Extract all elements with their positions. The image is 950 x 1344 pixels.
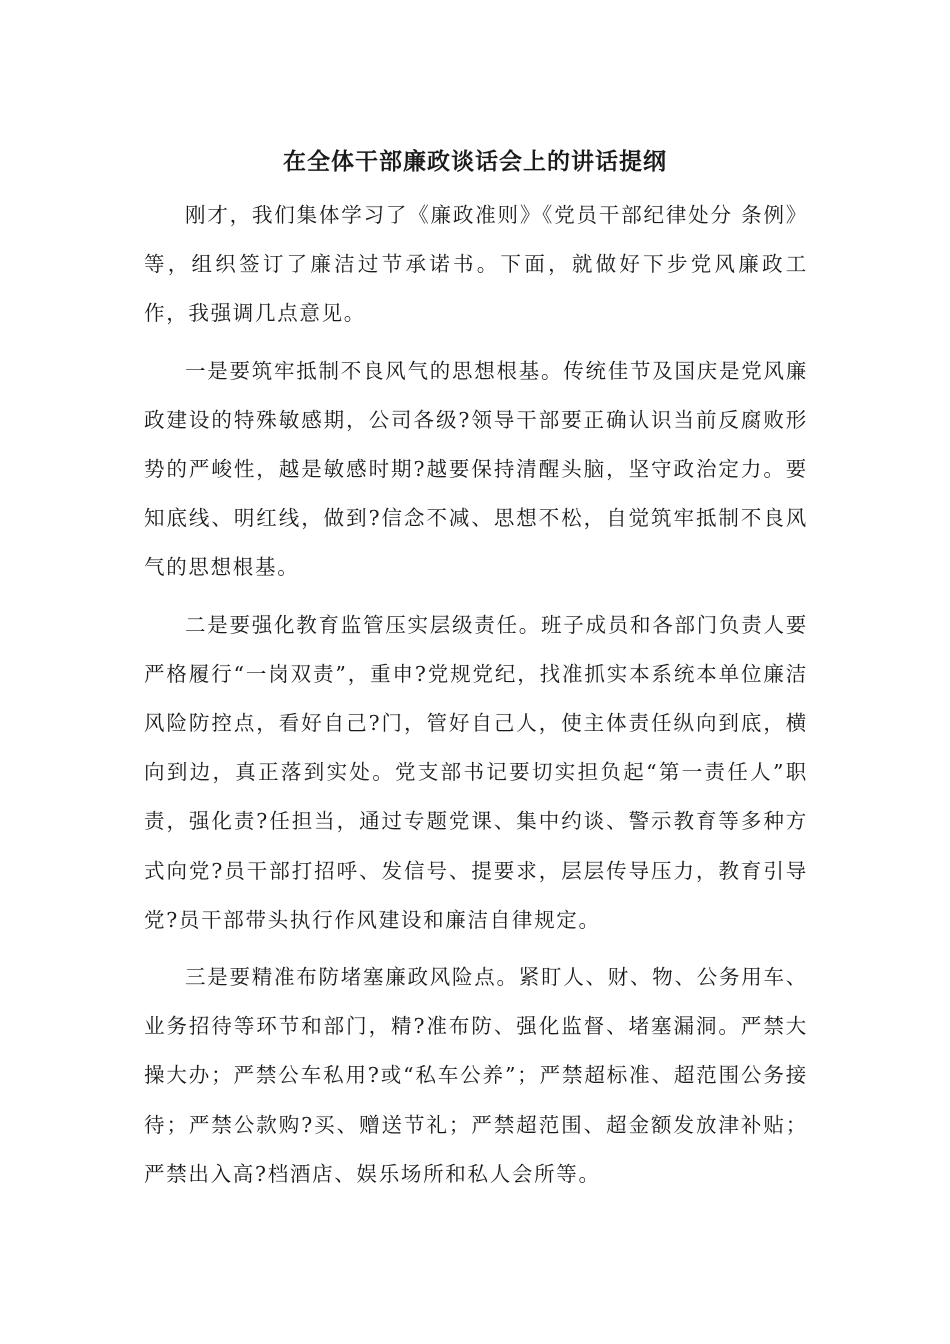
paragraph-point-three: 三是要精准布防堵塞廉政风险点。紧盯人、财、物、公务用车、业务招待等环节和部门，精?准布防、强化监督、堵塞漏洞。严禁大操大办；严禁公车私用?或“私车公养”；严禁超标准、超范围公务接待；严禁公款购?买、赠送节礼；严禁超范围、超金额发放津补贴；严禁出入高?档酒店、娱乐场所和私人会所等。 xyxy=(144,965,808,1186)
paragraph-point-two: 二是要强化教育监管压实层级责任。班子成员和各部门负责人要严格履行“一岗双责”，重申?党规党纪，找准抓实本系统本单位廉洁风险防控点，看好自己?门，管好自己人，使主体责任纵向到底，横向到边，真正落到实处。党支部书记要切实担负起“第一责任人”职责，强化责?任担当，通过专题党课、集中约谈、警示教育等多种方式向党?员干部打招呼、发信号、提要求，层层传导压力，教育引导党?员干部带头执行作风建设和廉洁自律规定。 xyxy=(144,612,808,932)
document-title: 在全体干部廉政谈话会上的讲话提纲 xyxy=(283,149,667,175)
paragraph-point-one: 一是要筑牢抵制不良风气的思想根基。传统佳节及国庆是党风廉政建设的特殊敏感期，公司各级?领导干部要正确认识当前反腐败形势的严峻性，越是敏感时期?越要保持清醒头脑，坚守政治定力。要知底线、明红线，做到?信念不减、思想不松，自觉筑牢抵制不良风气的思想根基。 xyxy=(144,358,808,580)
paragraph-intro: 刚才，我们集体学习了《廉政准则》《党员干部纪律处分 条例》等，组织签订了廉洁过节承诺书。下面，就做好下步党风廉政工作，我强调几点意见。 xyxy=(144,203,808,326)
document-body xyxy=(144,191,808,1207)
